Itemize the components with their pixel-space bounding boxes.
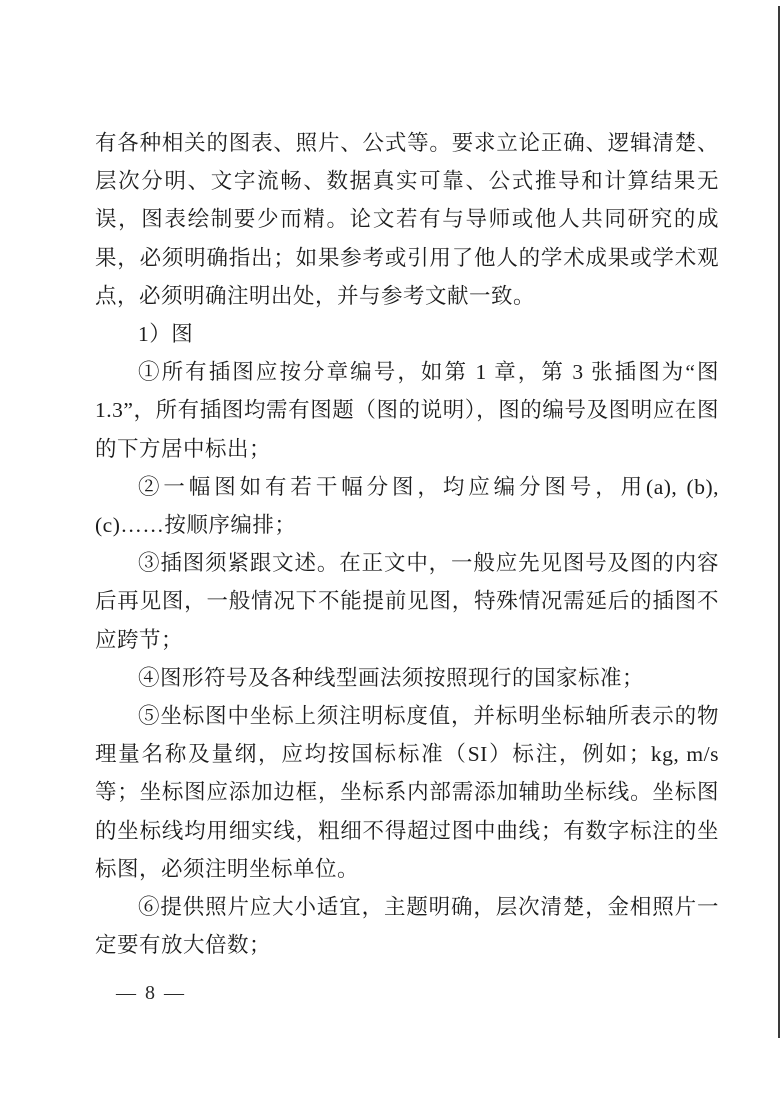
page-number: — 8 — [116, 982, 186, 1004]
paragraph-continuation: 有各种相关的图表、照片、公式等。要求立论正确、逻辑清楚、层次分明、文字流畅、数据真实可靠、公式推导和计算结果无误，图表绘制要少而精。论文若有与导师或他人共同研究的成果，必须明确指出；如果参考或引用了他人的学术成果或学术观点，必须明确注明出处，并与参考文献一致。 [95, 131, 719, 308]
paragraph-rule-6: ⑥提供照片应大小适宜，主题明确，层次清楚，金相照片一定要有放大倍数； [95, 895, 719, 958]
page-body-text [95, 124, 719, 964]
paragraph-rule-1: ①所有插图应按分章编号，如第 1 章，第 3 张插图为“图1.3”，所有插图均需有图题（图的说明），图的编号及图明应在图的下方居中标出； [95, 360, 719, 461]
paragraph-rule-3: ③插图须紧跟文述。在正文中，一般应先见图号及图的内容后再见图，一般情况下不能提前见图，特殊情况需延后的插图不应跨节； [95, 551, 719, 652]
paragraph-rule-4: ④图形符号及各种线型画法须按照现行的国家标准； [138, 665, 645, 690]
paragraph-rule-2: ②一幅图如有若干幅分图，均应编分图号，用(a), (b), (c)……按顺序编排； [95, 474, 719, 538]
page-edge-line [778, 6, 780, 1038]
paragraph-heading-figures: 1）图 [138, 322, 194, 347]
paragraph-rule-5: ⑤坐标图中坐标上须注明标度值，并标明坐标轴所表示的物理量名称及量纲，应均按国标标准（SI）标注，例如；kg, m/s 等；坐标图应添加边框，坐标系内部需添加辅助坐标线。坐标图的坐标线均用细实线，粗细不得超过图中曲线；有数字标注的坐标图，必须注明坐标单位。 [95, 704, 719, 881]
